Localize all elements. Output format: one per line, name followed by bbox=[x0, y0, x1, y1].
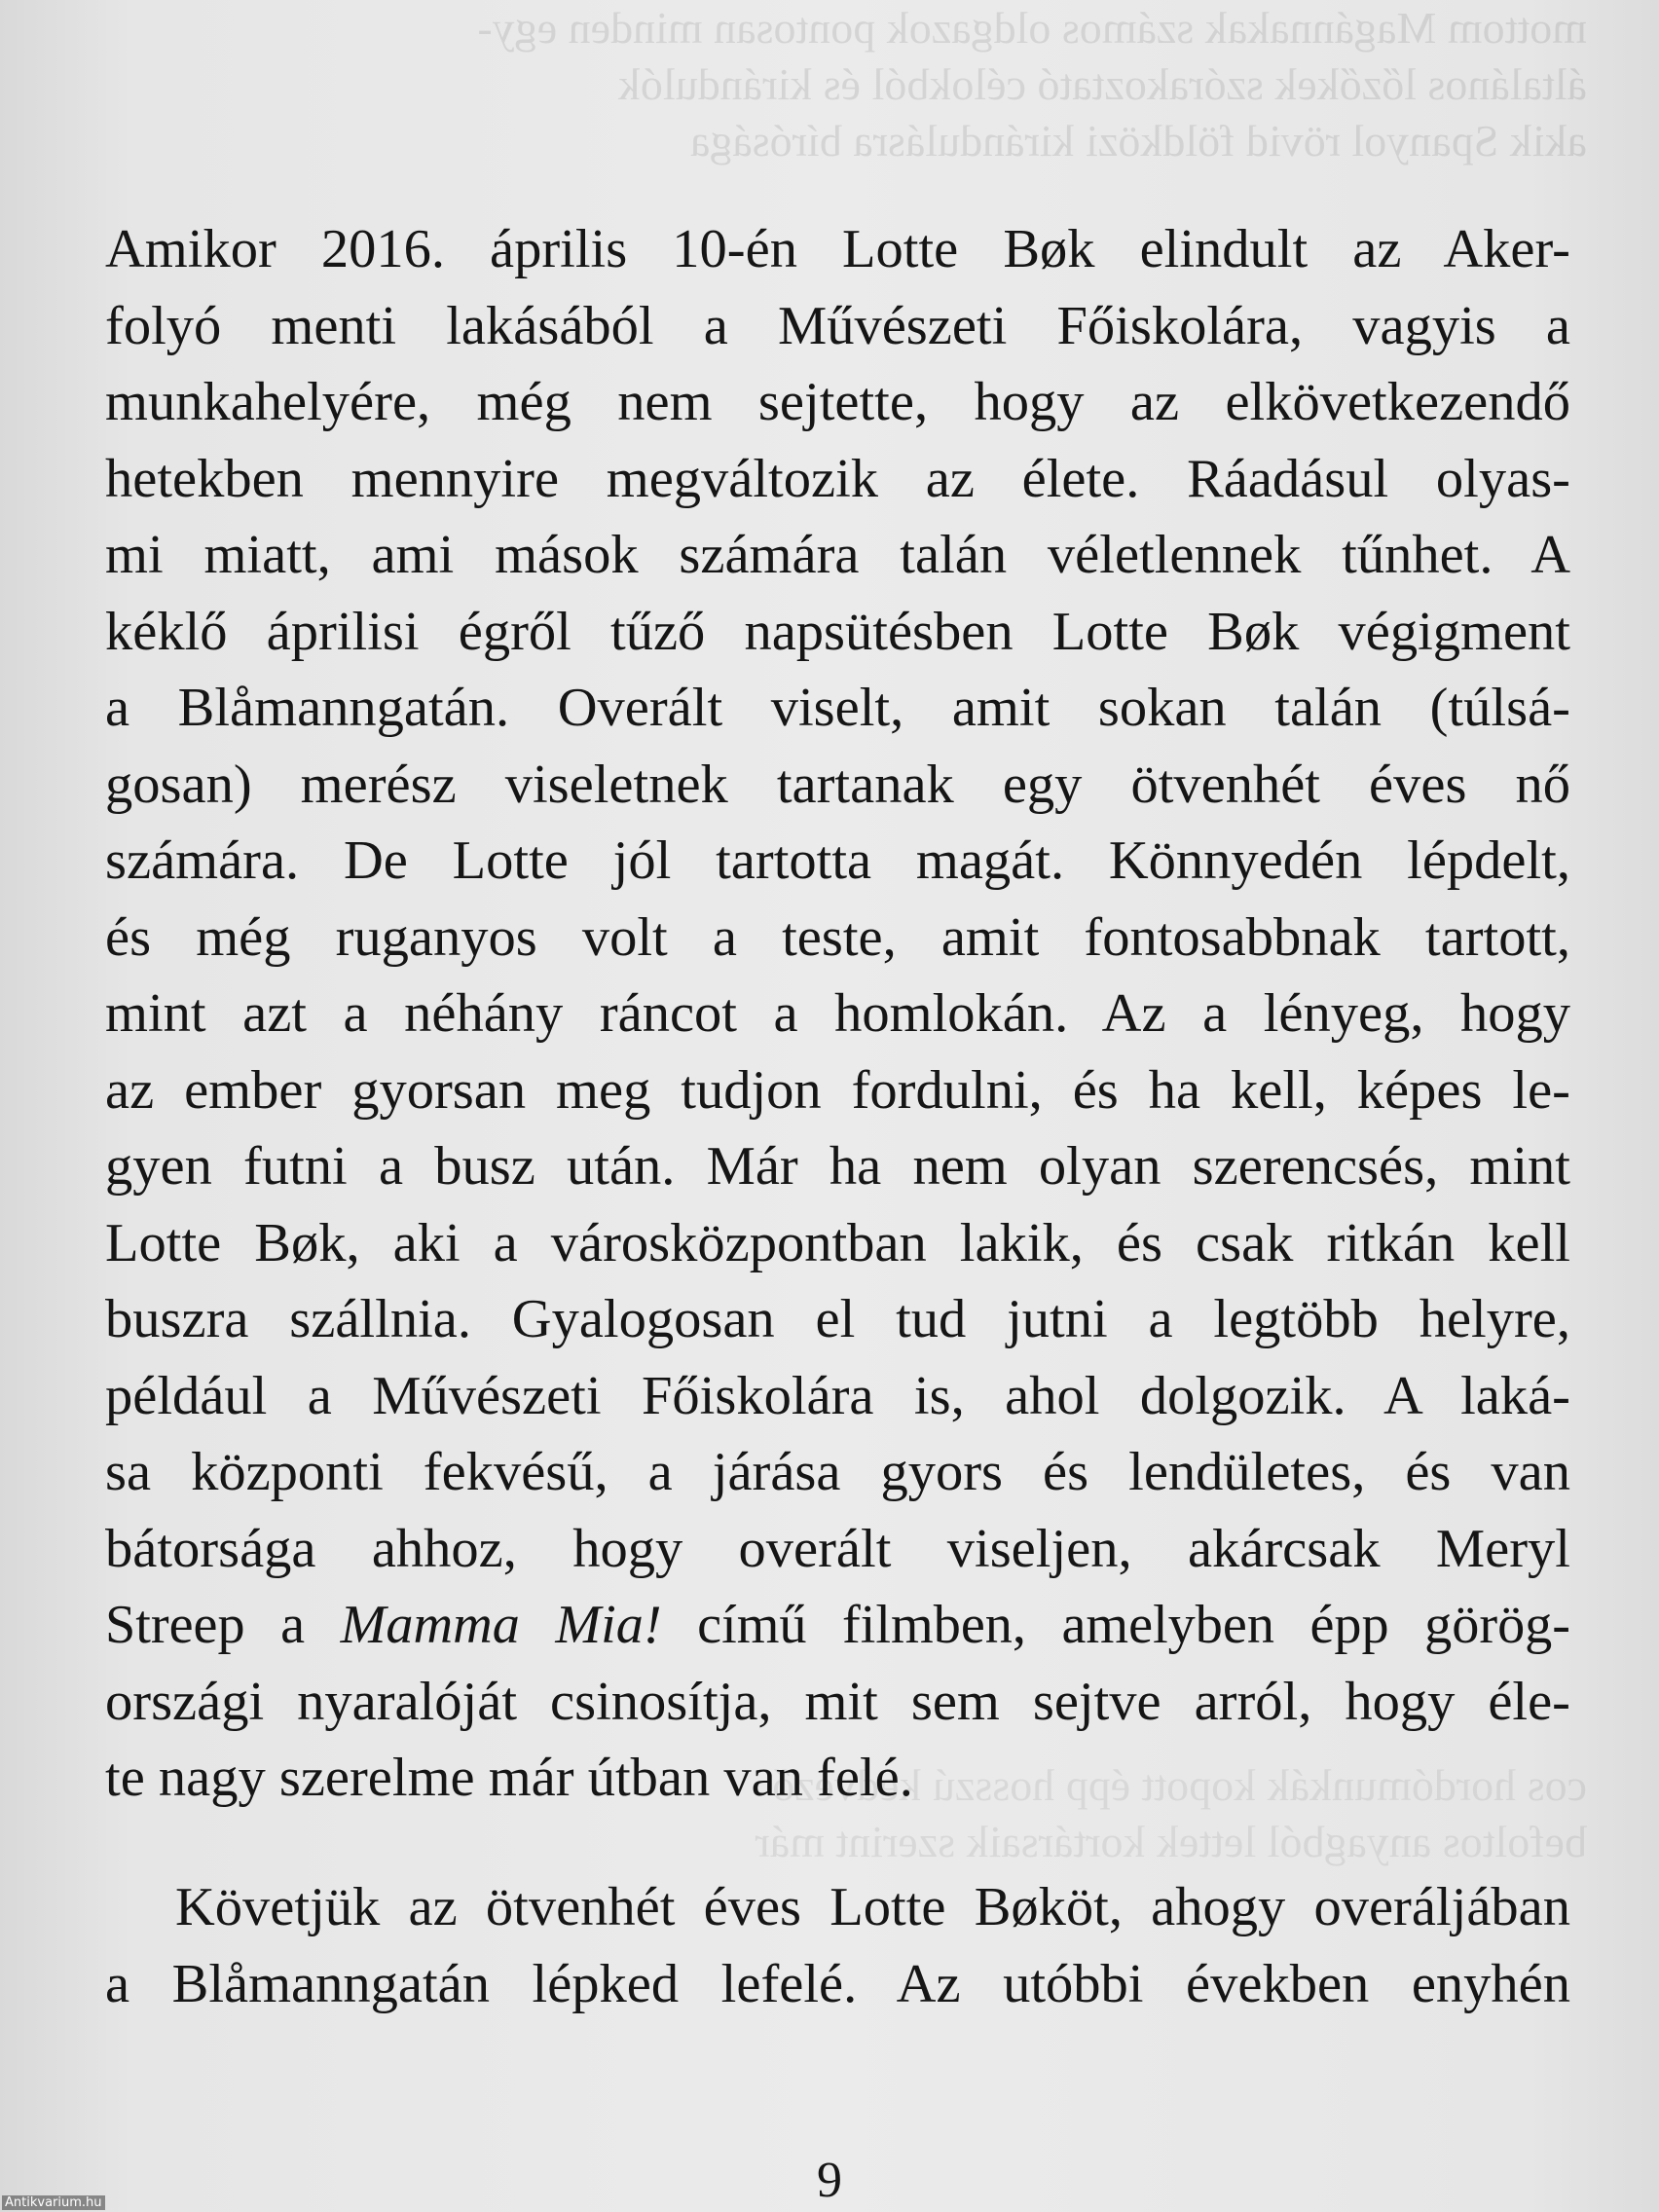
text-line: és még ruganyos volt a teste, amit fontosabbnak tartott, bbox=[105, 906, 1570, 968]
text-line: például a Művészeti Főiskolára is, ahol dolgozik. A laká- bbox=[105, 1365, 1570, 1426]
text-line: gyen futni a busz után. Már ha nem olyan szerencsés, mint bbox=[105, 1136, 1570, 1197]
show-through-text-bottom: cos hordómunkák kopott épp hosszú kedvező befoltos anyagból lettek kortársaik szerint már bbox=[755, 1760, 1587, 1866]
text-line: Követjük az ötvenhét éves Lotte Bøköt, ahogy overáljában bbox=[175, 1877, 1570, 1937]
text-run: Streep a bbox=[105, 1595, 341, 1655]
text-line: mi miatt, ami mások számára talán véletlennek tűnhet. A bbox=[105, 525, 1570, 585]
text-line: gosan) merész viseletnek tartanak egy ötvenhét éves nő bbox=[105, 754, 1570, 815]
text-line-with-film-title bbox=[105, 1587, 1570, 1664]
text-line: a Blåmanngatán. Overált viselt, amit sokan talán (túlsá- bbox=[105, 678, 1570, 738]
text-line: hetekben mennyire megváltozik az élete. Ráadásul olyas- bbox=[105, 448, 1570, 509]
text-line: bátorsága ahhoz, hogy overált viseljen, akárcsak Meryl bbox=[105, 1518, 1570, 1579]
watermark: Antikvarium.hu bbox=[2, 2195, 105, 2210]
show-through-text-top: mottom Magánnakak számos oldgazok pontosan minden egy- általános lőzőkek szórakoztató célokból és kirándulók akik Spanyol rövid földközi kirándulásra bírósága bbox=[477, 3, 1587, 166]
text-line: az ember gyorsan meg tudjon fordulni, és ha kell, képes le- bbox=[105, 1059, 1570, 1121]
text-line: sa központi fekvésű, a járása gyors és lendületes, és van bbox=[105, 1442, 1570, 1502]
text-line: országi nyaralóját csinosítja, mit sem sejtve arról, hogy éle- bbox=[105, 1671, 1570, 1732]
page-number: 9 bbox=[817, 2153, 842, 2208]
text-line: Lotte Bøk, aki a városközpontban lakik, és csak ritkán kell bbox=[105, 1212, 1570, 1273]
text-run: című filmben, amelyben épp görög- bbox=[661, 1595, 1570, 1655]
paragraph-2 bbox=[105, 1869, 1570, 2022]
text-line: a Blåmanngatán lépked lefelé. Az utóbbi években enyhén bbox=[105, 1953, 1570, 2014]
text-line: kéklő áprilisi égről tűző napsütésben Lotte Bøk végigment bbox=[105, 601, 1570, 662]
text-line: mint azt a néhány ráncot a homlokán. Az a lényeg, hogy bbox=[105, 983, 1570, 1044]
text-line: Amikor 2016. április 10-én Lotte Bøk elindult az Aker- bbox=[105, 219, 1570, 279]
film-title: Mamma Mia! bbox=[340, 1595, 662, 1655]
text-line: munkahelyére, még nem sejtette, hogy az elkövetkezendő bbox=[105, 372, 1570, 432]
paragraph-1 bbox=[105, 211, 1570, 1817]
text-line: számára. De Lotte jól tartotta magát. Könnyedén lépdelt, bbox=[105, 830, 1570, 891]
text-line: te nagy szerelme már útban van felé. bbox=[105, 1748, 913, 1808]
text-line: folyó menti lakásából a Művészeti Főiskolára, vagyis a bbox=[105, 295, 1570, 356]
text-line: buszra szállnia. Gyalogosan el tud jutni a legtöbb helyre, bbox=[105, 1289, 1570, 1349]
